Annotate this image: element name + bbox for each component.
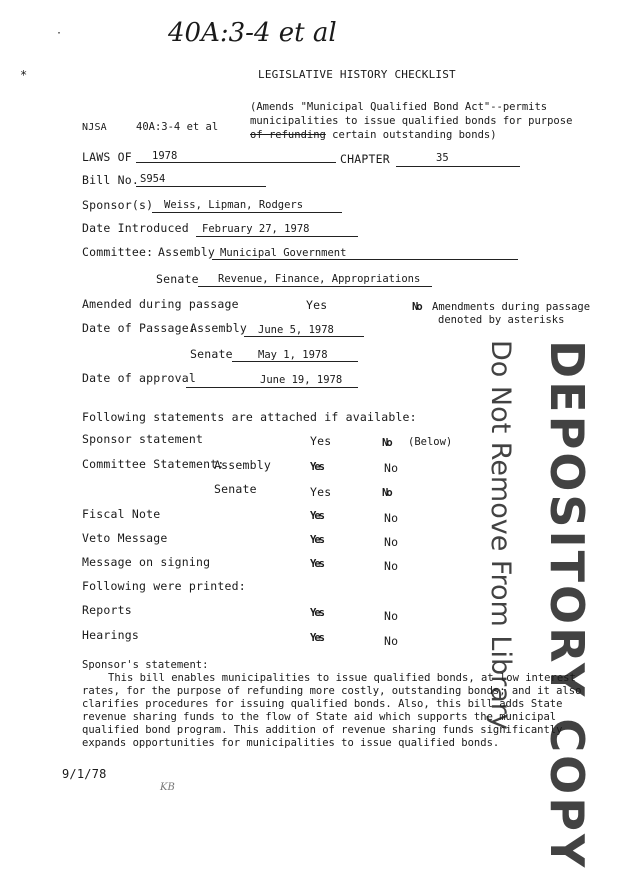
message-on-signing-no: No [384,559,399,573]
hearings-yes-xed: Yes [310,632,323,644]
committee-senate-yes: Yes [310,485,332,499]
message-on-signing-yes-xed: Yes [310,558,323,570]
fiscal-note-no: No [384,511,399,525]
do-not-remove-stamp: Do Not Remove From Library [485,340,516,730]
handwritten-citation: 40A:3-4 et al [168,18,337,48]
committee-statement-assembly: Assembly [214,458,271,472]
committee-statement-senate: Senate [214,482,257,496]
passage-senate-label: Senate [190,347,233,361]
date-introduced-label: Date Introduced [82,221,189,235]
reports-label: Reports [82,603,132,617]
committee-assembly-label: Assembly [158,245,215,259]
sponsor-label: Sponsor(s) [82,198,154,212]
committee-assembly-line [212,259,518,260]
date-of-approval-value: June 19, 1978 [260,374,343,386]
date-of-passage-label: Date of Passage: [82,321,196,335]
committee-label: Committee: [82,245,154,259]
passage-assembly-label: Assembly [190,321,247,335]
laws-of-line [136,162,256,163]
sponsor-statement-line1: This bill enables municipalities to issue qualified bonds, at low interest [108,672,576,684]
hearings-no: No [384,634,399,648]
sponsor-statement-line2: rates, for the purpose of refunding more costly, outstanding bonds; and it also [82,685,582,697]
passage-assembly-line [244,336,364,337]
sponsor-statement-line6: expands opportunities for municipalities to issue qualified bonds. [82,737,500,749]
amended-note-line1: Amendments during passage [432,301,591,313]
veto-message-no: No [384,535,399,549]
bill-description-line2: municipalities to issue qualified bonds for purpose [250,115,573,127]
sponsor-statement-heading: Sponsor's statement: [82,659,209,671]
date-of-approval-label: Date of approval [82,371,196,385]
struck-text: of refunding [250,129,326,141]
amended-label: Amended during passage [82,297,239,311]
date-introduced-value: February 27, 1978 [202,223,310,235]
date-introduced-line [196,236,358,237]
veto-message-yes-xed: Yes [310,534,323,546]
committee-senate-no-xed: No [382,487,391,499]
following-printed-heading: Following were printed: [82,579,246,593]
footer-initials: KB [160,782,175,793]
sponsor-line [152,212,342,213]
bill-no-line [136,186,266,187]
sponsor-statement-line3: clarifies procedures for issuing qualified bonds. Also, this bill adds State [82,698,563,710]
message-on-signing-label: Message on signing [82,555,211,569]
chapter-value: 35 [436,152,449,164]
laws-of-label: LAWS OF [82,150,132,164]
following-attached-heading: Following statements are attached if available: [82,410,417,424]
reports-no: No [384,609,399,623]
bill-no-value: S954 [140,173,166,185]
committee-assembly-yes-xed: Yes [310,461,323,473]
description-rest: certain outstanding bonds) [325,129,497,141]
chapter-line [396,166,520,167]
committee-statement-label: Committee Statement: [82,457,225,471]
amended-no-xed: No [412,301,421,313]
sponsor-statement-label: Sponsor statement [82,432,204,446]
bill-description-line1: (Amends "Municipal Qualified Bond Act"--permits [250,101,548,113]
sponsor-value: Weiss, Lipman, Rodgers [164,199,304,211]
fiscal-note-label: Fiscal Note [82,507,161,521]
committee-senate-value: Revenue, Finance, Appropriations [218,273,421,285]
passage-assembly-value: June 5, 1978 [258,324,334,336]
page-title: LEGISLATIVE HISTORY CHECKLIST [258,68,456,81]
chapter-label: CHAPTER [340,152,390,166]
date-of-approval-line [186,387,358,388]
sponsor-statement-line5: qualified bond program. This addition of revenue sharing funds significantly [82,724,563,736]
committee-senate-label: Senate [156,272,199,286]
reports-yes-xed: Yes [310,607,323,619]
veto-message-label: Veto Message [82,531,168,545]
footer-date: 9/1/78 [62,767,107,781]
passage-senate-line [232,361,358,362]
committee-senate-line [198,286,432,287]
strike-line [256,162,336,163]
fiscal-note-yes-xed: Yes [310,510,323,522]
amended-yes: Yes [306,298,328,312]
njsa-value: 40A:3-4 et al [136,121,219,133]
committee-assembly-no: No [384,461,399,475]
depository-copy-stamp: DEPOSITORY COPY [540,340,594,870]
bill-no-label: Bill No. [82,173,139,187]
sponsor-statement-yes: Yes [310,434,332,448]
amended-note-line2: denoted by asterisks [438,314,565,326]
njsa-label: NJSA [82,122,107,133]
stray-mark: · [56,28,63,39]
passage-senate-value: May 1, 1978 [258,349,328,361]
committee-assembly-value: Municipal Government [220,247,347,259]
sponsor-statement-line4: revenue sharing funds to the flow of State aid which supports the municipal [82,711,557,723]
laws-of-value: 1978 [152,150,178,162]
bill-description-line3 [250,129,497,141]
hearings-label: Hearings [82,628,139,642]
stray-mark: * [20,68,28,82]
sponsor-statement-note: (Below) [408,436,453,448]
sponsor-statement-no-xed: No [382,437,391,449]
